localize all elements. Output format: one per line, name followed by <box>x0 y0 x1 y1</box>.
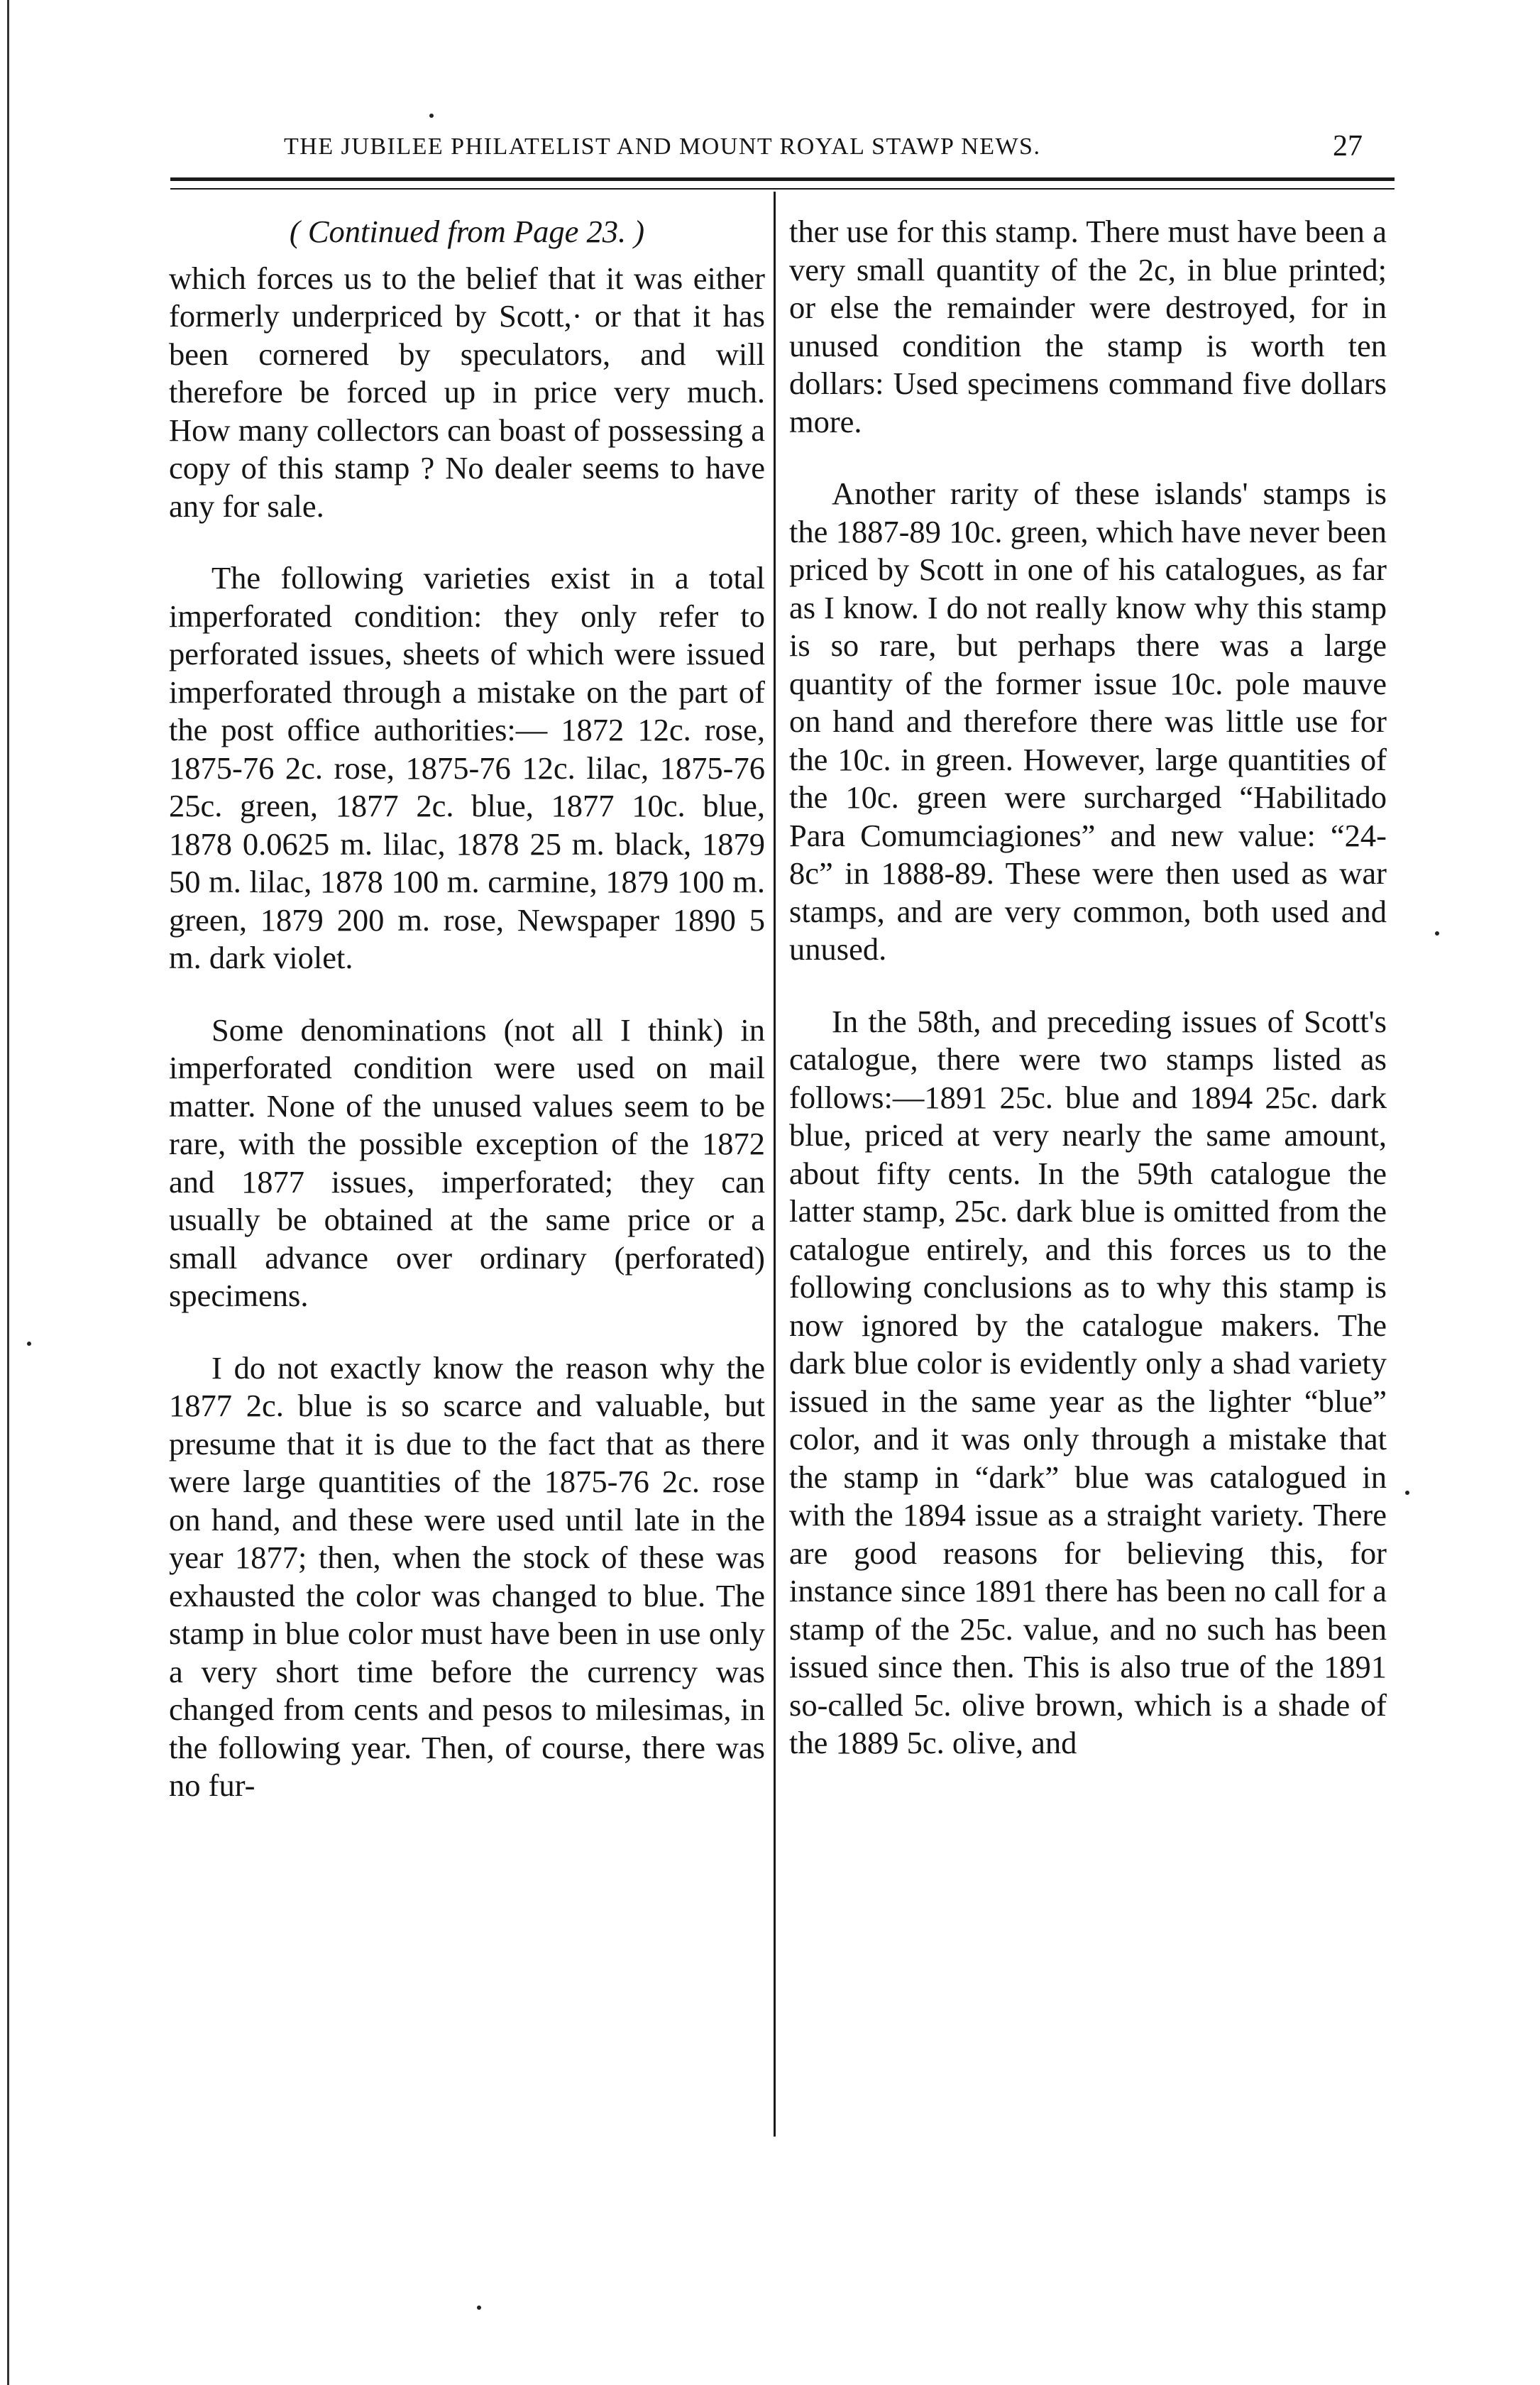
scan-speck <box>477 2306 481 2310</box>
scan-speck <box>1435 931 1439 936</box>
paragraph: Some denominations (not all I think) in imperforated condition were used on mail matter. None of the unused values seem to be rare, with the possible exception of the 1872 and 1877 issues, imperforated; they can usually be obtained at the same price or a small advance over ordinary (perforated) specimens. <box>169 1011 765 1313</box>
paragraph: The following varieties exist in a total imperforated condition: they only refer to perforated issues, sheets of which were issued imperforated through a mistake on the part of the post office authorities:— 1872 12c. rose, 1875-76 2c. rose, 1875-76 12c. lilac, 1875-76 25c. green, 1877 2c. blue, 1877 10c. blue, 1878 0.0625 m. lilac, 1878 25 m. black, 1879 50 m. lilac, 1878 100 m. carmine, 1879 100 m. green, 1879 200 m. rose, Newspaper 1890 5 m. dark violet. <box>169 560 765 975</box>
journal-title: THE JUBILEE PHILATELIST AND MOUNT ROYAL STAWP NEWS. <box>284 133 1041 160</box>
paragraph: I do not exactly know the reason why the 1877 2c. blue is so scarce and valuable, but presume that it is due to the fact that as there were large quantities of the 1875-76 2c. rose on hand, and these were used until late in the year 1877; then, when the stock of these was exhausted the color was changed to blue. The stamp in blue color must have been in use only a very short time before the currency was changed from cents and pesos to milesimas, in the following year. Then, of course, there was no fur- <box>169 1349 765 1803</box>
scan-speck <box>1405 1491 1409 1495</box>
paragraph: In the 58th, and preceding issues of Scott's catalogue, there were two stamps listed as follows:—1891 25c. blue and 1894 25c. dark blue, priced at very nearly the same amount, about fifty cents. In the 59th catalogue the latter stamp, 25c. dark blue is omitted from the catalogue entirely, and this forces us to the following conclusions as to why this stamp is now ignored by the catalogue makers. The dark blue color is evidently only a shad variety issued in the same year as the lighter “blue” color, and it was only through a mistake that the stamp in “dark” blue was catalogued in with the 1894 issue as a straight variety. There are good reasons for believing this, for instance since 1891 there has been no call for a stamp of the 25c. value, and no such has been issued since then. This is also true of the 1891 so-called 5c. olive brown, which is a shade of the 1889 5c. olive, and <box>789 1003 1387 1760</box>
paragraph: Another rarity of these islands' stamps is the 1887-89 10c. green, which have never been priced by Scott in one of his catalogues, as far as I know. I do not really know why this stamp is so rare, but perhaps there was a large quantity of the former issue 10c. pole mauve on hand and therefore there was little use for the 10c. in green. However, large quantities of the 10c. green were surcharged “Habilitado Para Comumciagiones” and new value: “24-8c” in 1888-89. These were then used as war stamps, and are very common, both used and unused. <box>789 476 1387 967</box>
left-column <box>169 213 765 1839</box>
column-divider <box>774 192 776 2137</box>
continued-note: ( Continued from Page 23. ) <box>289 214 645 249</box>
scan-speck <box>429 114 434 118</box>
header-rule-thin <box>170 188 1395 190</box>
scan-edge-line <box>7 0 9 2385</box>
header-rule-thick <box>170 177 1395 181</box>
scan-speck <box>27 1342 31 1346</box>
running-header <box>284 130 1363 170</box>
paragraph: which forces us to the belief that it was either formerly underpriced by Scott,· or that it has been cornered by speculators, and will therefore be forced up in price very much. How many collectors can boast of possessing a copy of this stamp ? No dealer seems to have any for sale. <box>169 260 765 524</box>
page-number: 27 <box>1333 130 1363 163</box>
right-column <box>789 213 1387 1797</box>
paragraph: ther use for this stamp. There must have been a very small quantity of the 2c, in blue printed; or else the remainder were destroyed, for in unused condition the stamp is worth ten dollars: Used specimens command five dollars more. <box>789 214 1387 439</box>
